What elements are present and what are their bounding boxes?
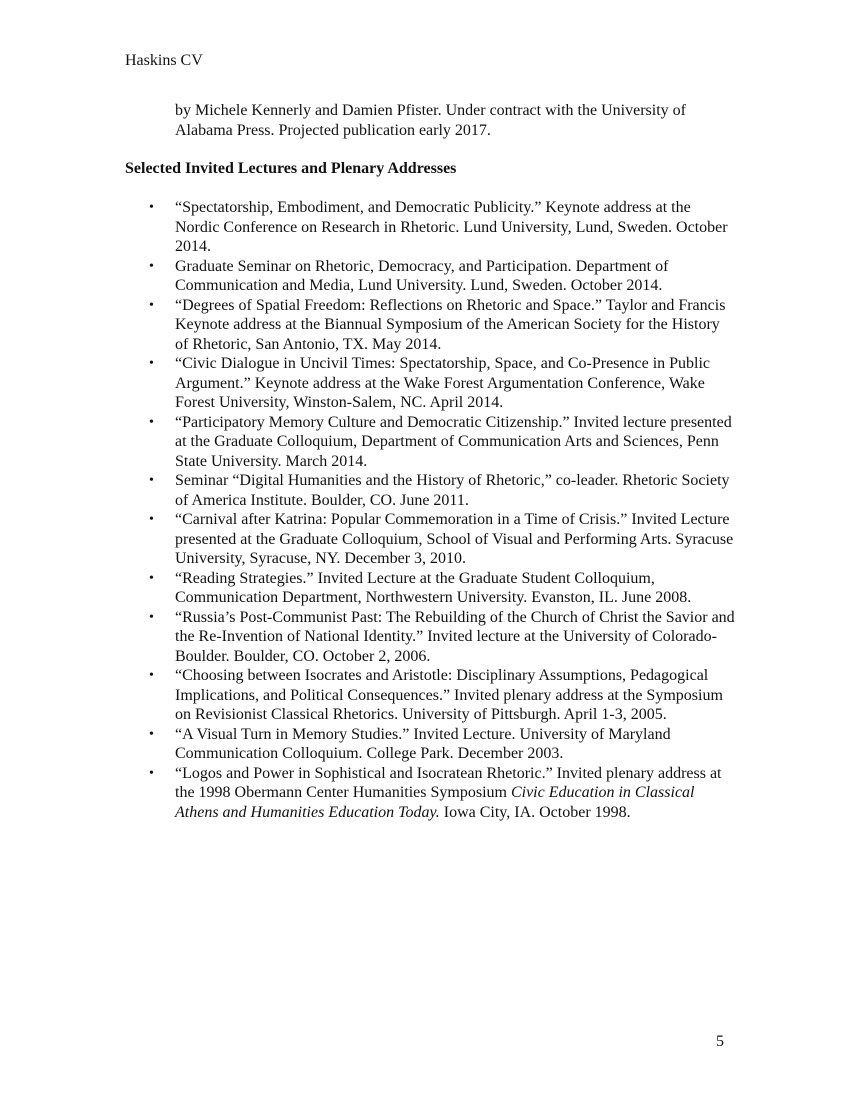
section-heading: Selected Invited Lectures and Plenary Addresses (125, 160, 457, 177)
lecture-text: “A Visual Turn in Memory Studies.” Invited Lecture. University of Maryland Communication Colloquium. College Park. December 2003. (175, 725, 671, 762)
bullet-icon: • (149, 414, 154, 430)
lecture-text-start: “Logos and Power in Sophistical and Isocratean Rhetoric.” Invited plenary address at the 1998 Obermann Center Humanities Symposium (175, 764, 722, 801)
bullet-icon: • (149, 356, 154, 371)
lecture-text: Graduate Seminar on Rhetoric, Democracy, and Participation. Department of Communication and Media, Lund University. Lund, Sweden. October 2014. (175, 257, 669, 294)
bullet-icon: • (149, 297, 154, 313)
lecture-text: “Participatory Memory Culture and Democratic Citizenship.” Invited lecture presented at the Graduate Colloquium, Department of Communication Arts and Sciences, Penn State University. March 2014. (175, 413, 732, 470)
bullet-icon: • (149, 512, 154, 527)
bullet-icon: • (149, 668, 154, 683)
lecture-text: “Reading Strategies.” Invited Lecture at the Graduate Student Colloquium, Communication Department, Northwestern University. Evanston, IL. June 2008. (175, 569, 692, 606)
list-item (149, 354, 735, 413)
list-item (149, 666, 735, 725)
bullet-icon: • (149, 765, 154, 781)
lecture-text: “Civic Dialogue in Uncivil Times: Spectatorship, Space, and Co-Presence in Public Argument.” Keynote address at the Wake Forest Argumentation Conference, Wake Forest University, Winston-Salem, NC. April 2014. (175, 355, 711, 411)
bullet-icon: • (149, 609, 154, 625)
list-item (149, 569, 735, 608)
lecture-list (149, 198, 735, 822)
bullet-icon: • (149, 726, 154, 742)
page-number: 5 (716, 1033, 724, 1050)
bullet-icon: • (149, 570, 154, 586)
continued-entry-text: by Michele Kennerly and Damien Pfister. Under contract with the University of Alabama Press. Projected publication early 2017. (175, 102, 686, 139)
lecture-text: “Russia’s Post-Communist Past: The Rebuilding of the Church of Christ the Savior and the Re-Invention of National Identity.” Invited lecture at the University of Colorado-Boulder. Boulder, CO. October 2, 2006. (175, 608, 735, 665)
bullet-icon: • (149, 258, 154, 274)
running-header: Haskins CV (125, 52, 203, 69)
list-item (149, 198, 735, 257)
list-item (149, 764, 735, 823)
list-item (149, 510, 735, 569)
lecture-text: “Choosing between Isocrates and Aristotle: Disciplinary Assumptions, Pedagogical Implications, and Political Consequences.” Invited plenary address at the Symposium on Revisionist Classical Rhetorics. University of Pittsburgh. April 1-3, 2005. (175, 667, 723, 723)
lecture-text-end: Iowa City, IA. October 1998. (439, 803, 631, 821)
bullet-icon: • (149, 473, 154, 488)
list-item (149, 471, 735, 510)
list-item (149, 257, 735, 296)
lecture-text: “Carnival after Katrina: Popular Commemoration in a Time of Crisis.” Invited Lecture presented at the Graduate Colloquium, School of Visual and Performing Arts. Syracuse University, Syracuse, NY. December 3, 2010. (175, 511, 734, 567)
list-item (149, 608, 735, 667)
symposium-title: Civic Education in Classical Athens and Humanities Education Today. (175, 784, 695, 821)
bullet-icon: • (149, 200, 154, 215)
lecture-text: “Spectatorship, Embodiment, and Democratic Publicity.” Keynote address at the Nordic Conference on Research in Rhetoric. Lund University, Lund, Sweden. October 2014. (175, 199, 728, 255)
list-item (149, 725, 735, 764)
list-item (149, 296, 735, 355)
lecture-text: “Degrees of Spatial Freedom: Reflections on Rhetoric and Space.” Taylor and Francis Keynote address at the Biannual Symposium of the American Society for the History of Rhetoric, San Antonio, TX. May 2014. (175, 296, 726, 353)
lecture-text: Seminar “Digital Humanities and the History of Rhetoric,” co-leader. Rhetoric Society of America Institute. Boulder, CO. June 2011. (175, 472, 730, 509)
list-item (149, 413, 735, 472)
